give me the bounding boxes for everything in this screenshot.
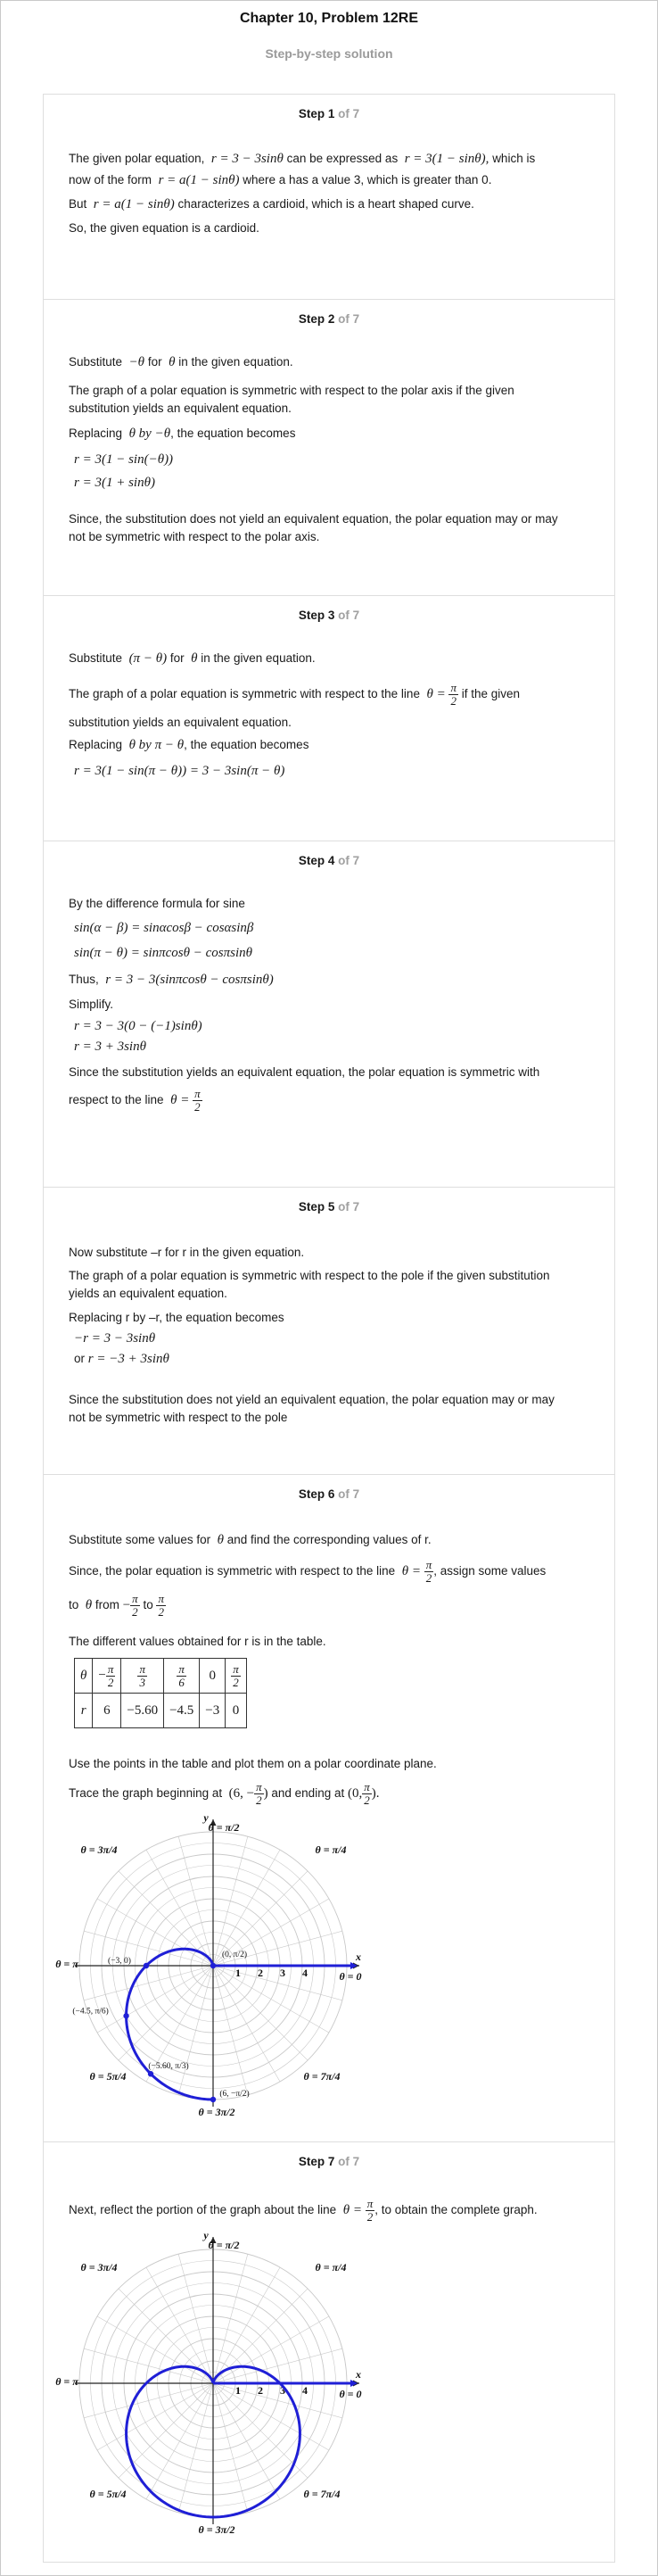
text-line: Simplify. [69, 998, 114, 1011]
text-line: Replacing r by –r, the equation becomes [69, 1311, 284, 1324]
angle-label-bottom: θ = 3π/2 [198, 2523, 235, 2536]
table-cell: −4.5 [164, 1694, 200, 1728]
graph-label: y [203, 1811, 209, 1824]
polar-graph-full [53, 2229, 374, 2553]
polar-graph-half [53, 1811, 374, 2135]
step-card-3 [43, 595, 615, 841]
text-line: Since the substitution yields an equivalent equation, the polar equation is symmetric with [69, 1065, 540, 1079]
page-title: Chapter 10, Problem 12RE [239, 11, 419, 26]
text-line: Replacing θ by −θ, the equation becomes [69, 427, 296, 441]
equation: r = 3 + 3sinθ [74, 1040, 146, 1054]
plotted-point [210, 1963, 216, 1968]
graph-label: 2 [258, 1967, 263, 1979]
grid-ray [213, 2383, 329, 2450]
table-row [75, 1659, 247, 1694]
text-line: Since, the polar equation is symmetric with respect to the line θ = $\frac{\pi}{2}$ , assign some values [69, 1558, 547, 1585]
grid-ray [213, 1966, 329, 2033]
equation: r = 3(1 − sin(−θ)) [74, 452, 174, 467]
text-line: not be symmetric with respect to the polar axis. [69, 530, 320, 543]
equation: sin(α − β) = sinαcosβ − cosαsinβ [74, 921, 254, 935]
graph-label: x [356, 1951, 361, 1963]
values-table [74, 1658, 247, 1728]
step-card-2 [43, 299, 615, 596]
step-heading: Step 6 of 7 [298, 1487, 360, 1501]
table-cell: $\frac{\pi}{6}$ [164, 1659, 200, 1694]
angle-label-bottom_right: θ = 7π/4 [303, 2070, 341, 2083]
table-cell: −3 [200, 1694, 226, 1728]
text-line: So, the given equation is a cardioid. [69, 221, 259, 235]
equation: −r = 3 − 3sinθ [74, 1331, 156, 1346]
text-line: Substitute some values for θ and find the corresponding values of r. [69, 1533, 432, 1547]
graph-label: 3 [280, 2384, 285, 2397]
step-card-4 [43, 841, 615, 1188]
page-subtitle: Step-by-step solution [265, 46, 393, 61]
text-line: Since the substitution does not yield an equivalent equation, the polar equation may or may [69, 1393, 555, 1406]
point-label: (0, π/2) [221, 1951, 248, 1959]
graph-label: 2 [258, 2384, 263, 2397]
table-header-r: r [75, 1694, 93, 1728]
text-line: The graph of a polar equation is symmetric with respect to the line θ = $\frac{\pi}{2}$ if the given [69, 681, 521, 708]
table-cell: − $\frac{\pi}{2}$ [93, 1659, 121, 1694]
step-heading: Step 2 of 7 [298, 312, 360, 326]
table-row [75, 1694, 247, 1728]
graph-label: 1 [235, 2384, 241, 2397]
grid-ray [97, 1899, 213, 1966]
text-line: substitution yields an equivalent equation. [69, 402, 292, 415]
angle-label-left: θ = π [55, 2375, 78, 2388]
angle-label-top: θ = π/2 [208, 2239, 240, 2251]
equation: r = 3(1 + sinθ) [74, 476, 155, 490]
text-line: The different values obtained for r is in the table. [69, 1635, 326, 1648]
text-line: Use the points in the table and plot them on a polar coordinate plane. [69, 1757, 437, 1770]
angle-label-bottom_left: θ = 5π/4 [89, 2488, 127, 2500]
table-header-theta: θ [75, 1659, 93, 1694]
text-line: By the difference formula for sine [69, 897, 245, 910]
point-label: (−4.5, π/6) [72, 2007, 109, 2017]
graph-label: 4 [302, 2384, 308, 2397]
grid-ray [146, 2383, 213, 2499]
step-heading: Step 3 of 7 [298, 609, 360, 622]
text-line: Trace the graph beginning at (6, − $\frac{\pi}{2}$ ) and ending at (0, $\frac{\pi}{2}$ ). [69, 1780, 380, 1807]
angle-label-top_left: θ = 3π/4 [80, 1843, 118, 1856]
step-heading: Step 1 of 7 [298, 107, 360, 120]
table-cell: 0 [226, 1694, 247, 1728]
text-line: respect to the line θ = $\frac{\pi}{2}$ [69, 1087, 201, 1114]
graph-label: 3 [280, 1967, 285, 1979]
grid-ray [213, 1966, 308, 2060]
text-line: Thus, r = 3 − 3(sinπcosθ − cosπsinθ) [69, 973, 274, 987]
angle-label-top_left: θ = 3π/4 [80, 2261, 118, 2274]
graph-label: x [356, 2368, 361, 2381]
angle-label-top: θ = π/2 [208, 1821, 240, 1834]
step-heading: Step 7 of 7 [298, 2155, 360, 2168]
text-line: to θ from − $\frac{\pi}{2}$ to $\frac{\pi}{2}$ [69, 1592, 164, 1619]
step-card-7 [43, 2141, 615, 2563]
step-card-1 [43, 94, 615, 300]
text-line: The given polar equation, r = 3 − 3sinθ can be expressed as r = 3(1 − sinθ), which is [69, 152, 536, 166]
plotted-point [148, 2071, 153, 2076]
plotted-point [144, 1963, 149, 1968]
grid-ray [97, 2316, 213, 2383]
table-cell: $\frac{\pi}{2}$ [226, 1659, 247, 1694]
point-label: (−5.60, π/3) [148, 2062, 189, 2072]
text-line: substitution yields an equivalent equation. [69, 716, 292, 729]
text-line: Now substitute –r for r in the given equation. [69, 1246, 305, 1259]
graph-label: 1 [235, 1967, 241, 1979]
table-cell: −5.60 [121, 1694, 164, 1728]
graph-label: 4 [302, 1967, 308, 1979]
grid-ray [97, 2383, 213, 2450]
table-cell: $\frac{\pi}{3}$ [121, 1659, 164, 1694]
text-line: yields an equivalent equation. [69, 1287, 227, 1300]
equation: r = 3 − 3(0 − (−1)sinθ) [74, 1019, 202, 1033]
table-cell: 6 [93, 1694, 121, 1728]
angle-label-bottom: θ = 3π/2 [198, 2106, 235, 2118]
angle-label-top_right: θ = π/4 [315, 1843, 347, 1856]
equation: or r = −3 + 3sinθ [74, 1352, 169, 1366]
text-line: Substitute (π − θ) for θ in the given equation. [69, 651, 316, 666]
grid-ray [97, 1966, 213, 2033]
text-line: But r = a(1 − sinθ) characterizes a cardioid, which is a heart shaped curve. [69, 197, 474, 211]
text-line: Substitute −θ for θ in the given equation. [69, 355, 293, 369]
angle-label-bottom_left: θ = 5π/4 [89, 2070, 127, 2083]
plotted-point [123, 2013, 128, 2018]
text-line: Next, reflect the portion of the graph about the line θ = $\frac{\pi}{2}$ , to obtain the complete graph. [69, 2197, 538, 2224]
grid-ray [213, 2316, 329, 2383]
text-line: The graph of a polar equation is symmetric with respect to the pole if the given substitution [69, 1269, 550, 1282]
grid-ray [213, 1966, 280, 2082]
text-line: Since, the substitution does not yield an equivalent equation, the polar equation may or may [69, 512, 558, 526]
angle-label-bottom_right: θ = 7π/4 [303, 2488, 341, 2500]
grid-ray [213, 2383, 280, 2499]
plotted-point [210, 2097, 216, 2102]
text-line: The graph of a polar equation is symmetric with respect to the polar axis if the given [69, 384, 514, 397]
table-cell: 0 [200, 1659, 226, 1694]
equation: sin(π − θ) = sinπcosθ − cosπsinθ [74, 946, 253, 960]
point-label: (−3, 0) [108, 1957, 131, 1966]
equation: r = 3(1 − sin(π − θ)) = 3 − 3sin(π − θ) [74, 764, 285, 778]
step-heading: Step 4 of 7 [298, 854, 360, 867]
angle-label-left: θ = π [55, 1958, 78, 1970]
text-line: Replacing θ by π − θ, the equation becomes [69, 738, 309, 752]
graph-label: y [203, 2229, 209, 2241]
grid-ray [213, 1850, 280, 1966]
step-card-5 [43, 1187, 615, 1475]
angle-label-right: θ = 0 [339, 1970, 362, 1983]
text-line: now of the form r = a(1 − sinθ) where a has a value 3, which is greater than 0. [69, 173, 492, 187]
step-heading: Step 5 of 7 [298, 1200, 360, 1213]
angle-label-top_right: θ = π/4 [315, 2261, 347, 2274]
text-line: not be symmetric with respect to the pole [69, 1411, 288, 1424]
angle-label-right: θ = 0 [339, 2388, 362, 2400]
step-card-6 [43, 1474, 615, 2142]
point-label: (6, −π/2) [219, 2090, 250, 2099]
